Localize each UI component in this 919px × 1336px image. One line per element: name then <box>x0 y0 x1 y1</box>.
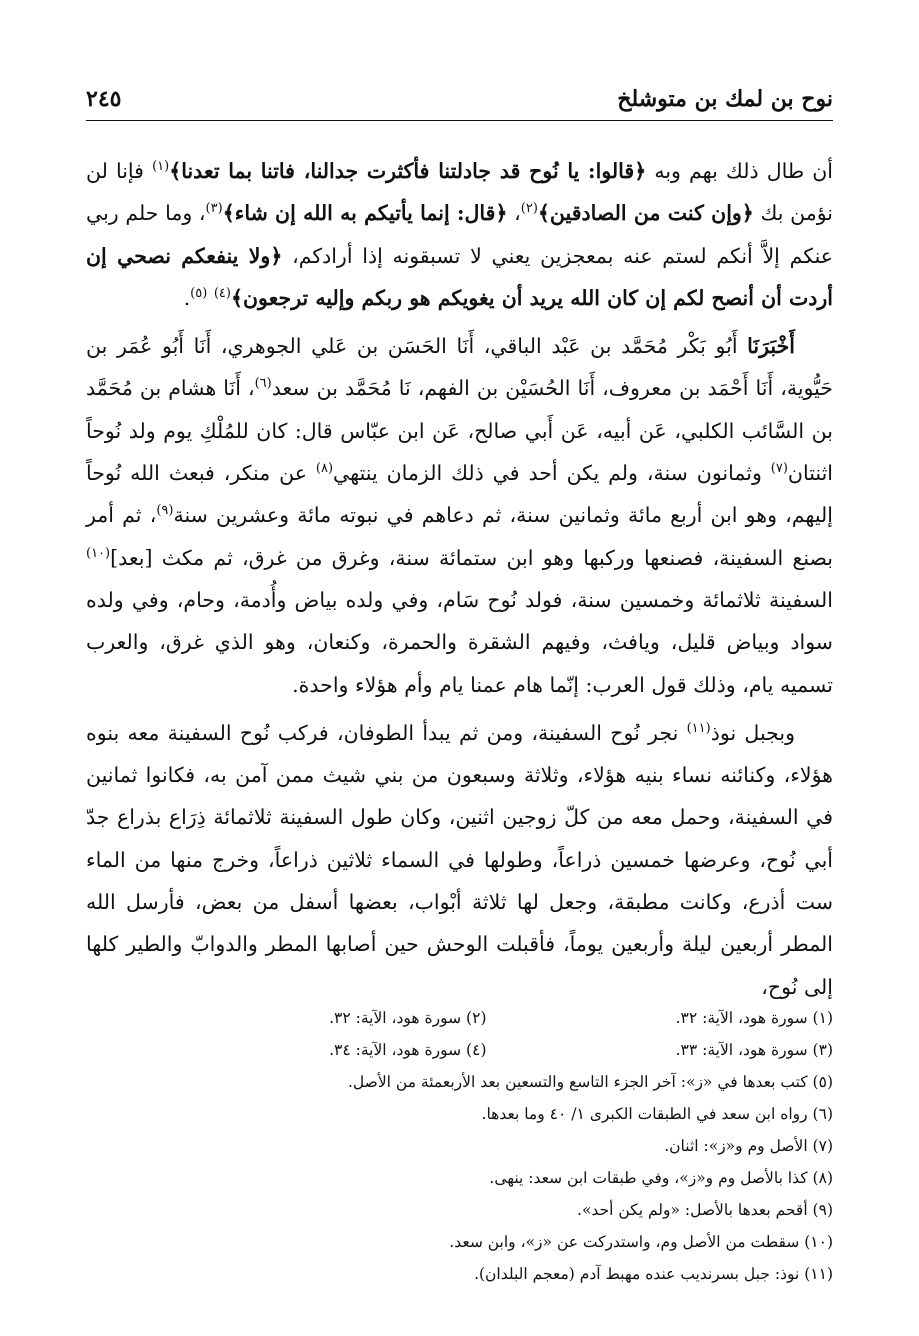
text-span: وثمانون سنة، ولم يكن أحد في ذلك الزمان ينتهي <box>333 461 771 486</box>
footnote-6: (٦) رواه ابن سعد في الطبقات الكبرى ١/ ٤٠ وما بعدها. <box>481 1105 833 1123</box>
footnote-5: (٥) كتب بعدها في «ز»: آخر الجزء التاسع والتسعين بعد الأربعمئة من الأصل. <box>348 1073 833 1091</box>
text-span: أَبُو بَكْر مُحَمَّد بن عَبْد الباقي، أَنَا الحَسَن بن عَلي الجوهري، أَنَا أَبُو عُمَر بن حَيُّوية، أَنَا أَحْمَد بن معروف، أَنَا الحُسَيْن بن الفهم، نَا مُحَمَّد بن سعد <box>86 334 833 401</box>
text-span: ، ثم أمر بصنع السفينة، فصنعها وركبها وهو ابن ستمائة سنة، وغرق من غرق، ثم مكث [بعد] <box>86 503 833 570</box>
paragraph-2 <box>86 325 833 706</box>
text-span: . <box>183 285 191 310</box>
footnote-ref: (٥) <box>190 286 208 302</box>
footnotes <box>140 1002 833 1290</box>
quran-verse: ﴿وإن كنت من الصادقين﴾ <box>537 201 754 226</box>
footnote-ref: (٦) <box>254 376 272 392</box>
footnote-ref: (٣) <box>205 201 223 217</box>
footnote-row <box>140 1002 833 1034</box>
footnote-ref: (٩) <box>156 503 174 519</box>
footnote-8: (٨) كذا بالأصل وم و«ز»، وفي طبقات ابن سعد: ينهى. <box>489 1169 833 1187</box>
quran-verse: ﴿قالوا: يا نُوح قد جادلتنا فأكثرت جدالنا، فاتنا بما تعدنا﴾ <box>169 159 647 183</box>
footnote-ref: (١) <box>152 159 170 175</box>
footnote-7: (٧) الأصل وم و«ز»: اثنان. <box>664 1137 833 1155</box>
footnote-ref: (٧) <box>770 461 788 477</box>
text-span: ، وما حلم ربي عنكم إلاَّ أنكم لستم عنه بمعجزين يعني لا تسبقونه إذا أرادكم، <box>86 201 833 268</box>
footnote-ref: (٨) <box>315 461 334 477</box>
text-span: ، أَنَا هشام بن مُحَمَّد بن السَّائب الكلبي، عَن أبيه، عَن أَبي صالح، عَن ابن عبّاس قال: كان للمُلْكِ يوم ولد نُوحاً اثنتان <box>86 376 833 486</box>
quran-verse: ﴿قال: إنما يأتيكم به الله إن شاء﴾ <box>222 201 508 226</box>
footnote-4: (٤) سورة هود، الآية: ٣٤. <box>329 1041 487 1059</box>
footnote-1: (١) سورة هود، الآية: ٣٢. <box>675 1009 833 1027</box>
text-span: عن منكر، فبعث الله نُوحاً إليهم، وهو ابن أربع مائة وثمانين سنة، ثم دعاهم في نبوته مائة وعشرين سنة <box>86 461 833 528</box>
footnote-row <box>140 1034 833 1066</box>
isnad-lead: أَخْبَرَنَا <box>747 334 795 359</box>
text-span: أن طال ذلك بهم وبه <box>646 159 834 183</box>
footnote-ref: (١٠) <box>86 545 111 561</box>
footnote-9: (٩) أقحم بعدها بالأصل: «ولم يكن أحد». <box>577 1201 833 1219</box>
text-span: ، <box>507 201 521 226</box>
footnote-ref: (١١) <box>686 721 711 737</box>
footnote-2: (٢) سورة هود، الآية: ٣٢. <box>329 1009 487 1027</box>
paragraph-3 <box>86 712 833 1008</box>
page-number: ٢٤٥ <box>86 86 122 112</box>
footnote-11: (١١) نوذ: جبل بسرنديب عنده مهبط آدم (معجم البلدان). <box>474 1265 833 1283</box>
main-text <box>86 150 833 1014</box>
text-span: فإنا لن نؤمن بك <box>86 159 834 226</box>
text-span: السفينة ثلاثمائة وخمسين سنة، فولد نُوح سَام، وفي ولده بياض وأُدمة، وحام، وفي ولده سواد وبياض قليل، ويافث، وفيهم الشقرة والحمرة، وكنعان، وهو الذي غرق، والعرب تسميه يام، وذلك قول العرب: إنّما هام عمنا يام وأم هؤلاء واحدة. <box>86 587 833 697</box>
footnote-ref: (٢) <box>520 201 538 217</box>
footnote-10: (١٠) سقطت من الأصل وم، واستدركت عن «ز»، وابن سعد. <box>449 1233 833 1251</box>
footnote-3: (٣) سورة هود، الآية: ٣٣. <box>675 1041 833 1059</box>
text-span: وبجبل نوذ <box>710 720 795 745</box>
running-title: نوح بن لمك بن متوشلخ <box>617 86 833 112</box>
footnote-ref: (٤) <box>213 286 231 302</box>
page-header <box>86 82 833 121</box>
paragraph-1 <box>86 150 833 319</box>
text-span: نجر نُوح السفينة، ومن ثم يبدأ الطوفان، فركب نُوح السفينة معه بنوه هؤلاء، وكنائنه نساء بنيه هؤلاء، وثلاثة وسبعون من بني شيث ممن آمن به، فكانوا ثمانين في السفينة، وحمل معه من كلّ زوجين اثنين، وكان طول السفينة ثلاثمائة ذِرَاع بذراع جدّ أبي نُوح، وعرضها خمسين ذراعاً، وطولها في السماء ثلاثين ذراعاً، وخرج منها من الماء ست أذرع، وكانت مطبقة، وجعل لها ثلاثة أبْواب، بعضها أسفل من بعض، فأرسل الله المطر أربعين ليلة وأربعين يوماً، فأقبلت الوحش حين أصابها المطر والدوابّ والطير كلها إلى نُوح، <box>86 720 833 999</box>
quran-verse: ﴿ولا ينفعكم نصحي إن أردت أن أنصح لكم إن كان الله يريد أن يغويكم هو ربكم وإليه ترجعون﴾ <box>86 243 833 310</box>
